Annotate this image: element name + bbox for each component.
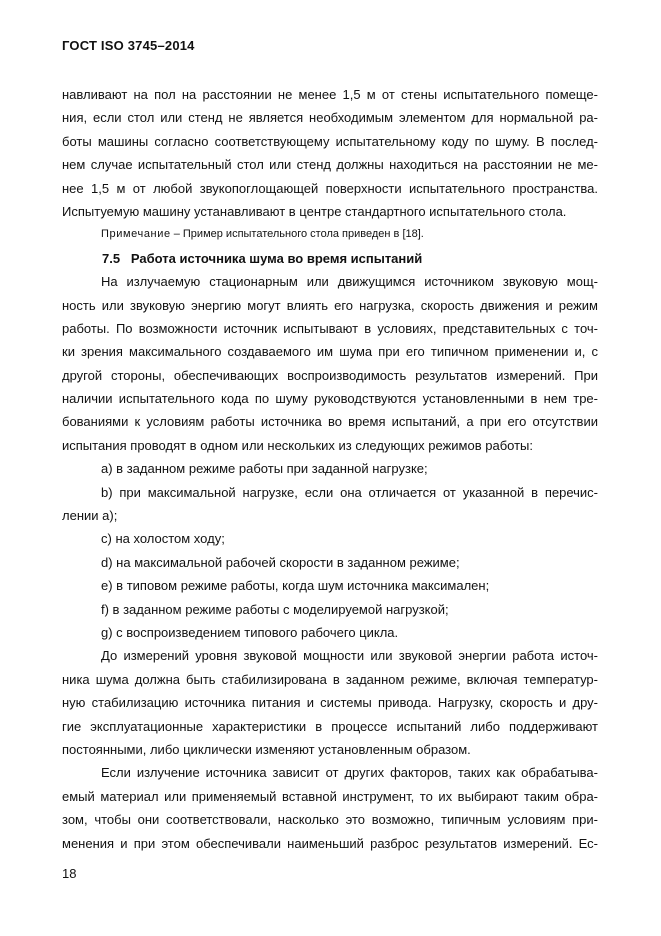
paragraph-line: испытания проводят в одном или нескольких из следующих режимов работы: bbox=[62, 437, 533, 453]
paragraph-line: другой стороны, обеспечивающих воспроизводимость результатов измерений. При bbox=[62, 367, 598, 383]
paragraph-line: На излучаемую стационарным или движущимся источником звуковую мощ- bbox=[101, 274, 598, 290]
paragraph-line: зом, чтобы они соответствовали, насколько это возможно, типичным условиям при- bbox=[62, 812, 598, 828]
paragraph-line: нее 1,5 м от любой звукопоглощающей поверхности испытательного пространства. bbox=[62, 180, 598, 196]
paragraph-line: ника шума должна быть стабилизирована в заданном режиме, включая температур- bbox=[62, 671, 598, 687]
document-body bbox=[62, 83, 598, 855]
paragraph-line: работы. По возможности источник испытывают в условиях, представительных с точ- bbox=[62, 320, 598, 336]
paragraph-line: ния, если стол или стенд не является необходимым элементом для нормальной ра- bbox=[62, 110, 598, 126]
list-item-c: c) на холостом ходу; bbox=[101, 531, 225, 547]
paragraph-line: До измерений уровня звуковой мощности или звуковой энергии работа источ- bbox=[101, 648, 598, 664]
paragraph-line: менения и при этом обеспечивали наименьший разброс результатов измерений. Ес- bbox=[62, 835, 598, 851]
note bbox=[62, 223, 598, 246]
paragraph-line: нем случае испытательный стол или стенд должны находиться на расстоянии не ме- bbox=[62, 157, 598, 173]
list-item-b: b) при максимальной нагрузке, если она отличается от указанной в перечис- bbox=[101, 484, 598, 500]
paragraph-line: ную стабилизацию источника питания и системы привода. Нагрузку, скорость и дру- bbox=[62, 695, 598, 711]
page-number: 18 bbox=[62, 866, 77, 881]
paragraph-line: боты машины согласно соответствующему испытательному коду по шуму. В послед- bbox=[62, 133, 598, 149]
paragraph-line: бованиями к условиям работы источника во время испытаний, а при его отсутствии bbox=[62, 414, 598, 430]
paragraph-line: Испытуемую машину устанавливают в центре стандартного испытательного стола. bbox=[62, 203, 567, 219]
list-item-g: g) с воспроизведением типового рабочего цикла. bbox=[101, 624, 399, 640]
section-title: Работа источника шума во время испытаний bbox=[130, 250, 423, 266]
paragraph-line: емый материал или применяемый вставной инструмент, то их выбирают таким обра- bbox=[62, 788, 598, 804]
list-item-b-continued: лении а); bbox=[62, 508, 118, 524]
list-item-d: d) на максимальной рабочей скорости в заданном режиме; bbox=[101, 554, 460, 570]
list-item-a: a) в заданном режиме работы при заданной нагрузке; bbox=[101, 461, 428, 477]
list-item-f: f) в заданном режиме работы с моделируемой нагрузкой; bbox=[101, 601, 449, 617]
note-label: Примечание bbox=[101, 228, 171, 241]
paragraph-line: гие эксплуатационные характеристики в процессе испытаний либо поддерживают bbox=[62, 718, 598, 734]
paragraph-line: ность или звуковую энергию могут влиять его нагрузка, скорость движения и режим bbox=[62, 297, 598, 313]
list-item-e: e) в типовом режиме работы, когда шум источника максимален; bbox=[101, 578, 490, 594]
paragraph-line: навливают на пол на расстоянии не менее 1,5 м от стены испытательного помеще- bbox=[62, 87, 598, 102]
note-text: – Пример испытательного стола приведен в [18]. bbox=[170, 228, 424, 241]
section-number: 7.5 bbox=[102, 250, 121, 266]
document-header: ГОСТ ISO 3745–2014 bbox=[62, 38, 195, 53]
paragraph-line: Если излучение источника зависит от других факторов, таких как обрабатыва- bbox=[101, 765, 598, 781]
section-heading bbox=[62, 247, 598, 270]
paragraph-line: наличии испытательного кода по шуму руководствуются установленными в нем тре- bbox=[62, 391, 598, 407]
paragraph-line: ки зрения максимального создаваемого им шума при его типичном применении и, с bbox=[62, 344, 598, 360]
paragraph-line: постоянными, либо циклически изменяют установленным образом. bbox=[62, 741, 471, 757]
